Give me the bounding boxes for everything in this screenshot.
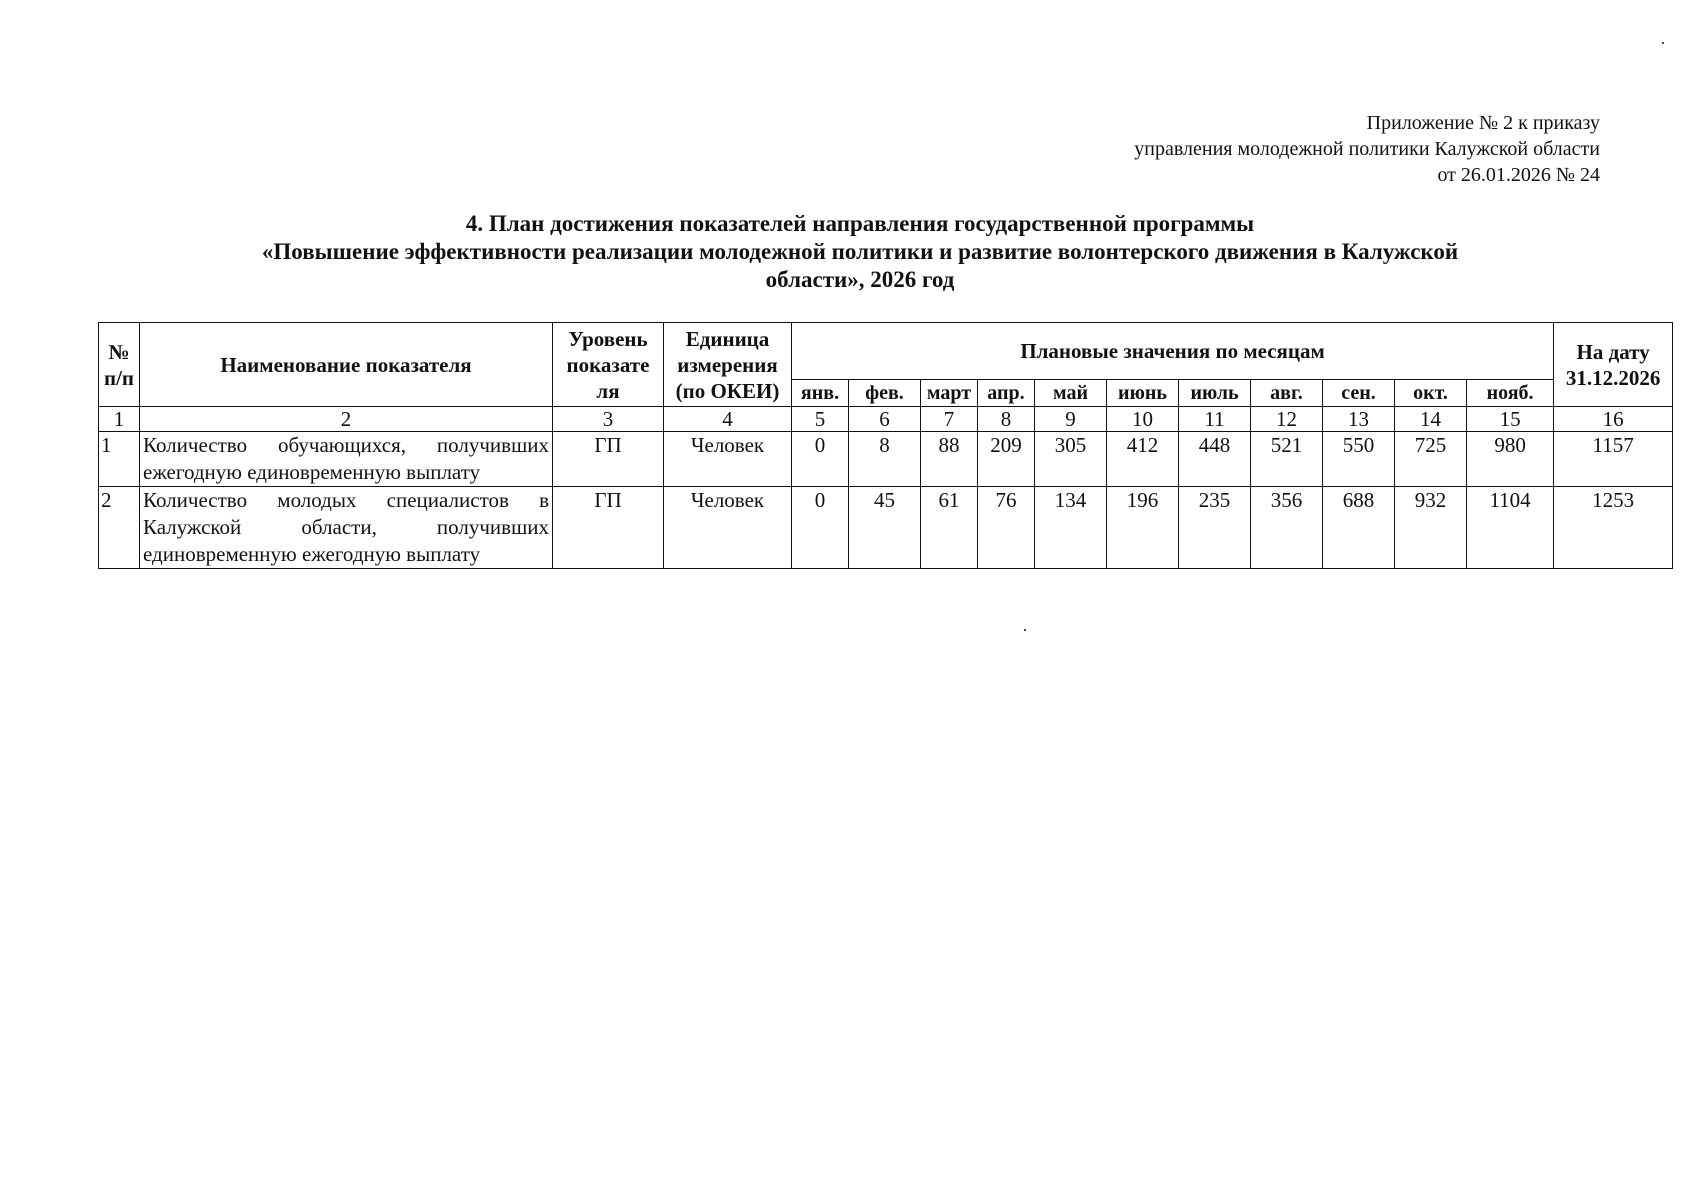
column-number: 7 [921, 407, 978, 432]
column-number: 10 [1107, 407, 1179, 432]
month-value: 196 [1107, 487, 1179, 569]
header-name: Наименование показателя [140, 323, 553, 407]
column-number: 15 [1467, 407, 1554, 432]
month-value: 61 [921, 487, 978, 569]
title-line: области», 2026 год [765, 267, 955, 292]
month-header: март [921, 380, 978, 407]
indicator-unit: Человек [664, 432, 792, 487]
month-value: 134 [1035, 487, 1107, 569]
column-number: 9 [1035, 407, 1107, 432]
indicator-name: Количество обучающихся, получивших ежегодную единовременную выплату [140, 432, 553, 487]
table-row [99, 487, 1673, 569]
month-value: 0 [792, 487, 849, 569]
header-final [1554, 323, 1673, 407]
month-value: 688 [1323, 487, 1395, 569]
column-number: 2 [140, 407, 553, 432]
month-value: 412 [1107, 432, 1179, 487]
column-number: 8 [978, 407, 1035, 432]
final-value: 1157 [1554, 432, 1673, 487]
header-unit [664, 323, 792, 407]
month-value: 448 [1179, 432, 1251, 487]
column-number: 4 [664, 407, 792, 432]
appendix-line: Приложение № 2 к приказу [1366, 112, 1600, 134]
appendix-line: управления молодежной политики Калужской области [1134, 138, 1600, 160]
indicator-level: ГП [553, 432, 664, 487]
month-value: 521 [1251, 432, 1323, 487]
month-header: июнь [1107, 380, 1179, 407]
month-header: апр. [978, 380, 1035, 407]
month-header: окт. [1395, 380, 1467, 407]
column-number: 5 [792, 407, 849, 432]
column-number: 11 [1179, 407, 1251, 432]
month-value: 8 [849, 432, 921, 487]
row-index: 2 [99, 487, 140, 569]
document-title [150, 210, 1570, 294]
column-number: 1 [99, 407, 140, 432]
header-final-line2: 31.12.2026 [1565, 365, 1661, 390]
month-value: 45 [849, 487, 921, 569]
header-final-line1: На дату [1576, 339, 1650, 364]
indicator-name: Количество молодых специалистов в Калужской области, получивших единовременную ежегодную выплату [140, 487, 553, 569]
month-header: нояб. [1467, 380, 1554, 407]
month-value: 235 [1179, 487, 1251, 569]
header-unit-line2: (по ОКЕИ) [675, 378, 780, 403]
month-value: 725 [1395, 432, 1467, 487]
month-value: 209 [978, 432, 1035, 487]
column-number: 6 [849, 407, 921, 432]
header-num: № п/п [99, 323, 140, 407]
month-header: янв. [792, 380, 849, 407]
month-header: сен. [1323, 380, 1395, 407]
appendix-header [1134, 110, 1600, 188]
month-header: май [1035, 380, 1107, 407]
appendix-line: от 26.01.2026 № 24 [1437, 164, 1600, 186]
month-header: фев. [849, 380, 921, 407]
month-value: 1104 [1467, 487, 1554, 569]
final-value: 1253 [1554, 487, 1673, 569]
month-value: 88 [921, 432, 978, 487]
month-value: 932 [1395, 487, 1467, 569]
column-number: 14 [1395, 407, 1467, 432]
scan-speck [1024, 629, 1026, 631]
month-value: 0 [792, 432, 849, 487]
indicator-level: ГП [553, 487, 664, 569]
month-header: июль [1179, 380, 1251, 407]
month-value: 76 [978, 487, 1035, 569]
month-value: 305 [1035, 432, 1107, 487]
scan-speck [1662, 42, 1664, 44]
month-value: 550 [1323, 432, 1395, 487]
table-row [99, 432, 1673, 487]
column-number-row [99, 407, 1673, 432]
row-index: 1 [99, 432, 140, 487]
title-line: 4. План достижения показателей направления государственной программы [465, 211, 1255, 236]
header-unit-line1: Единица измерения [677, 326, 778, 377]
indicator-unit: Человек [664, 487, 792, 569]
indicators-plan-table [98, 322, 1673, 569]
month-header: авг. [1251, 380, 1323, 407]
column-number: 13 [1323, 407, 1395, 432]
header-planned: Плановые значения по месяцам [792, 323, 1554, 380]
title-line: «Повышение эффективности реализации молодежной политики и развитие волонтерского движения в Калужской [261, 239, 1459, 264]
month-value: 356 [1251, 487, 1323, 569]
column-number: 12 [1251, 407, 1323, 432]
month-value: 980 [1467, 432, 1554, 487]
header-level: Уровень показате ля [553, 323, 664, 407]
column-number: 16 [1554, 407, 1673, 432]
column-number: 3 [553, 407, 664, 432]
